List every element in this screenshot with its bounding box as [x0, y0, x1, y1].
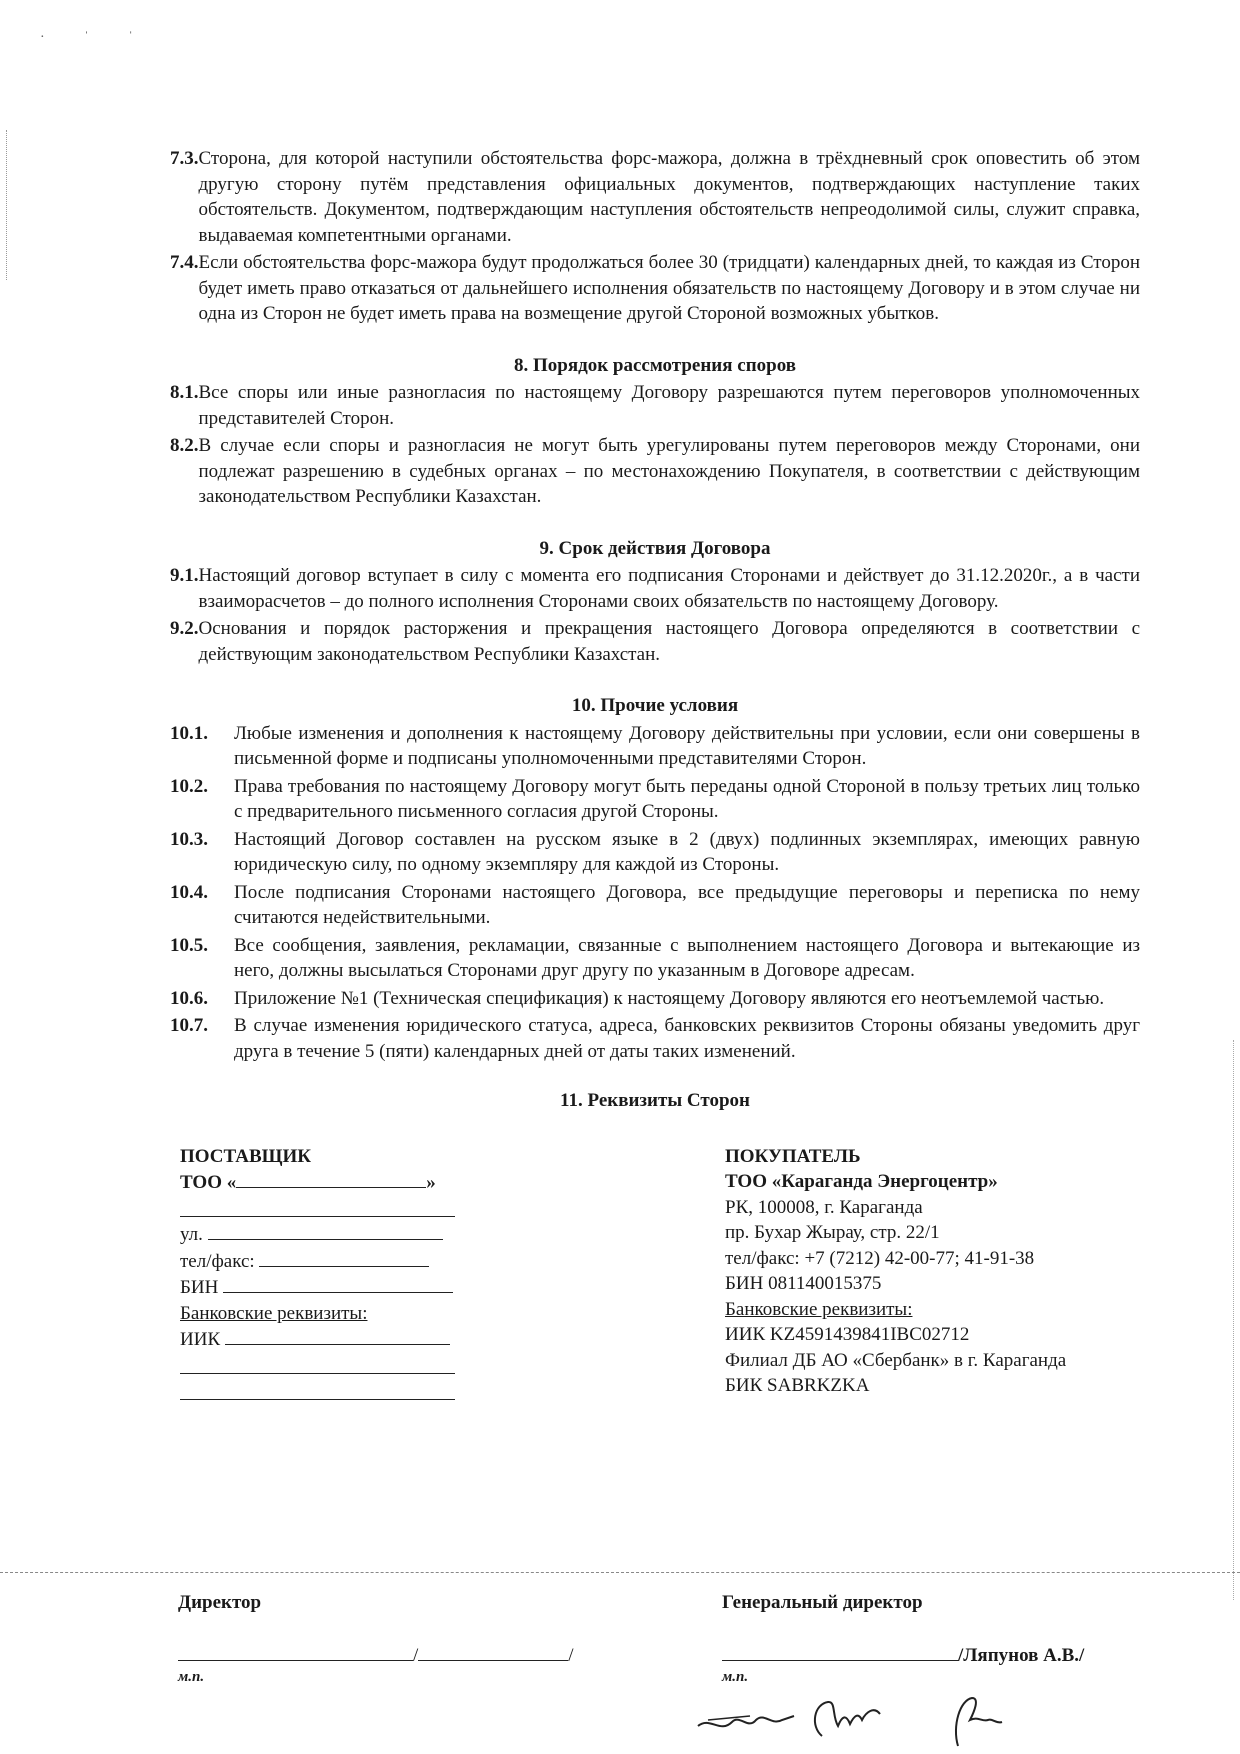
slash: /	[568, 1645, 574, 1666]
section-10-title: 10. Прочие условия	[571, 695, 739, 716]
clause-text: Основания и порядок расторжения и прекращения настоящего Договора определяются в соответствии с действующим законодательством Республики Казахстан.	[198, 618, 1140, 665]
supplier-heading: ПОСТАВЩИК	[180, 1145, 312, 1167]
supplier-tel-row	[180, 1248, 500, 1275]
clause-number: 9.2.	[170, 618, 199, 639]
buyer-org: ТОО «Караганда Энергоцентр»	[725, 1171, 998, 1192]
clause-10-7	[170, 1013, 1140, 1064]
clause-number: 8.2.	[170, 435, 199, 456]
buyer-iik: ИИК KZ4591439841IBC02712	[725, 1324, 970, 1345]
supplier-signature-line	[178, 1640, 574, 1667]
clause-10-1	[170, 721, 1140, 772]
buyer-stamp-place: м.п.	[722, 1669, 749, 1685]
clause-10-2	[170, 774, 1140, 825]
clause-10-6	[170, 986, 1140, 1012]
clause-text: Сторона, для которой наступили обстоятельства форс-мажора, должна в трёхдневный срок оповестить об этом другую сторону путём представления официальных документов, подтверждающих наступление таких обстоятельств. Документом, подтверждающим наступления обстоятельств непреодолимой силы, служит справка, выдаваемая компетентными органами.	[198, 148, 1140, 246]
clause-text: Приложение №1 (Техническая спецификация) к настоящему Договору являются его неотъемлемой частью.	[234, 987, 1105, 1009]
supplier-iik-blank	[225, 1326, 450, 1345]
clause-text: Настоящий договор вступает в силу с момента его подписания Сторонами и действует до 31.12.2020г., а в части взаиморасчетов – до полного исполнения Сторонами своих обязательств по настоящему Договору.	[198, 565, 1140, 612]
clause-number: 7.4.	[170, 252, 199, 273]
buyer-signatory: /Ляпунов А.В./	[958, 1645, 1085, 1666]
supplier-position: Директор	[178, 1592, 262, 1613]
clause-text: Любые изменения и дополнения к настоящему Договору действительны при условии, если они совершены в письменной форме и подписаны уполномоченными представителями Сторон.	[234, 722, 1140, 769]
clause-number: 10.7.	[170, 1015, 208, 1036]
scan-artifact: · ˈ ˈ	[40, 30, 151, 45]
clause-10-4	[170, 880, 1140, 931]
clause-8-1	[170, 380, 1140, 431]
supplier-bin-row	[180, 1274, 500, 1301]
buyer-signature-line	[722, 1640, 1084, 1667]
name-blank	[418, 1640, 568, 1661]
supplier-org-suffix: »	[426, 1172, 436, 1193]
buyer-position: Генеральный директор	[722, 1592, 923, 1613]
clause-text: Все споры или иные разногласия по настоящему Договору разрешаются путем переговоров уполномоченных представителей Сторон.	[198, 382, 1140, 429]
clause-7-4	[170, 250, 1140, 327]
supplier-bank-heading: Банковские реквизиты:	[180, 1302, 368, 1324]
buyer-tel: тел/факс: +7 (7212) 42-00-77; 41-91-38	[725, 1247, 1035, 1269]
supplier-signature-block	[178, 1592, 574, 1686]
supplier-blank-line	[180, 1353, 500, 1379]
scan-edge-marks	[6, 130, 10, 280]
supplier-bin-blank	[223, 1274, 453, 1293]
buyer-signature-block	[722, 1592, 1084, 1686]
clause-9-2	[170, 616, 1140, 667]
buyer-bin: БИН 081140015375	[725, 1273, 882, 1294]
scan-divider	[0, 1572, 1240, 1573]
buyer-bank-heading: Банковские реквизиты:	[725, 1298, 913, 1320]
supplier-blank-line	[180, 1196, 500, 1222]
supplier-street-label: ул.	[180, 1224, 203, 1245]
clause-number: 10.6.	[170, 987, 208, 1009]
buyer-bik: БИК SABRKZKA	[725, 1375, 870, 1396]
section-8-title: 8. Порядок рассмотрения споров	[513, 354, 797, 376]
handwritten-initials	[690, 1686, 1050, 1752]
scan-edge-right	[1231, 1040, 1234, 1600]
contract-body	[170, 146, 1140, 1484]
clause-10-3	[170, 827, 1140, 878]
buyer-bank: Филиал ДБ АО «Сбербанк» в г. Караганда	[725, 1349, 1067, 1371]
clause-text: В случае изменения юридического статуса, адреса, банковских реквизитов Стороны обязаны уведомить друг друга в течение 5 (пяти) календарных дней от даты таких изменений.	[234, 1015, 1140, 1062]
supplier-org-prefix: ТОО «	[180, 1172, 237, 1193]
clause-number: 10.5.	[170, 934, 208, 956]
signature-blank	[178, 1640, 413, 1661]
clause-text: После подписания Сторонами настоящего Договора, все предыдущие переговоры и переписка по нему считаются недействительными.	[234, 881, 1140, 928]
buyer-heading: ПОКУПАТЕЛЬ	[725, 1145, 861, 1167]
clause-7-3	[170, 146, 1140, 248]
section-11-title: 11. Реквизиты Сторон	[560, 1090, 750, 1111]
supplier-blank-line	[180, 1378, 500, 1404]
supplier-iik-row	[180, 1326, 500, 1353]
clause-10-5	[170, 933, 1140, 984]
buyer-details	[725, 1144, 1155, 1399]
supplier-tel-blank	[259, 1248, 429, 1267]
supplier-street-row	[180, 1221, 500, 1248]
supplier-details	[180, 1144, 500, 1404]
section-9-title: 9. Срок действия Договора	[539, 537, 771, 559]
clause-8-2	[170, 433, 1140, 510]
signature-blank	[722, 1640, 958, 1661]
supplier-org-blank	[236, 1169, 426, 1188]
clause-9-1	[170, 563, 1140, 614]
buyer-address-line-1: РК, 100008, г. Караганда	[725, 1196, 923, 1218]
supplier-stamp-place: м.п.	[178, 1669, 205, 1685]
supplier-org	[180, 1169, 500, 1196]
supplier-tel-label: тел/факс:	[180, 1250, 255, 1272]
buyer-address-line-2: пр. Бухар Жырау, стр. 22/1	[725, 1222, 940, 1243]
clause-text: В случае если споры и разногласия не могут быть урегулированы путем переговоров между Сторонами, они подлежат разрешению в судебных органах – по местонахождению Покупателя, в соответствии с действующим законодательством Республики Казахстан.	[198, 435, 1140, 507]
clause-number: 7.3.	[170, 148, 199, 169]
clause-number: 10.1.	[170, 722, 208, 744]
clause-text: Настоящий Договор составлен на русском языке в 2 (двух) подлинных экземплярах, имеющих равную юридическую силу, по одному экземпляру для каждой из Стороны.	[234, 828, 1140, 875]
supplier-iik-label: ИИК	[180, 1329, 221, 1350]
slash: /	[413, 1645, 419, 1666]
clause-text: Права требования по настоящему Договору могут быть переданы одной Стороной в пользу третьих лиц только с предварительного письменного согласия другой Стороны.	[234, 775, 1140, 822]
clause-number: 10.3.	[170, 828, 208, 850]
clause-number: 10.4.	[170, 881, 208, 903]
clause-text: Если обстоятельства форс-мажора будут продолжаться более 30 (тридцати) календарных дней, то каждая из Сторон будет иметь право отказаться от дальнейшего исполнения обязательств по настоящему Договору и в этом случае ни одна из Сторон не будет иметь права на возмещение другой Стороной возможных убытков.	[198, 252, 1140, 324]
supplier-bin-label: БИН	[180, 1277, 219, 1298]
clause-text: Все сообщения, заявления, рекламации, связанные с выполнением настоящего Договора и вытекающие из него, должны высылаться Сторонами друг другу по указанным в Договоре адресам.	[234, 934, 1140, 981]
clause-number: 9.1.	[170, 565, 199, 586]
clause-number: 10.2.	[170, 775, 208, 797]
clause-number: 8.1.	[170, 382, 199, 403]
party-details	[170, 1144, 1140, 1484]
supplier-street-blank	[208, 1221, 443, 1240]
